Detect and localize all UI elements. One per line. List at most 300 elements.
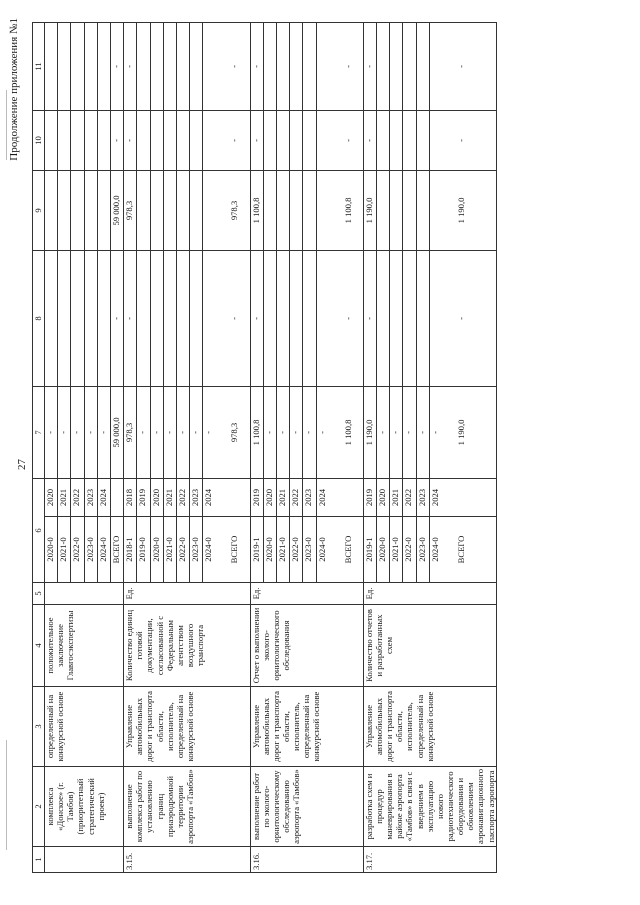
amount-col-7-line <box>190 387 203 478</box>
year-list <box>251 479 329 516</box>
amount-col-11-line <box>403 23 416 110</box>
amount-col-10-value: - <box>110 139 121 142</box>
year-value: 2022 <box>176 479 189 516</box>
amount-col-9-line <box>251 171 264 250</box>
amount-col-11-cell <box>250 22 363 110</box>
amount-col-10-value <box>190 111 203 170</box>
amount-col-11-cell <box>124 22 250 110</box>
amount-col-11-line <box>429 23 442 110</box>
year-line <box>124 479 137 516</box>
amount-col-7-line <box>290 387 303 478</box>
period-code-line <box>45 517 58 582</box>
period-code-cell <box>363 517 496 583</box>
year-line <box>84 479 97 516</box>
amount-col-8-value <box>390 251 403 386</box>
year-value: 2024 <box>429 488 440 507</box>
amount-col-9-line <box>58 171 71 250</box>
amount-col-10-value <box>263 111 276 170</box>
period-code-value: 2022-0 <box>290 517 303 582</box>
amount-col-8-list <box>45 251 123 386</box>
amount-col-11-value <box>429 23 442 110</box>
amount-col-11-total: - <box>455 65 466 68</box>
amount-col-7-total: 978,3 <box>229 422 240 443</box>
amount-col-7-value: - <box>163 387 176 478</box>
amount-col-10-line <box>377 111 390 170</box>
year-value: 2019 <box>137 479 150 516</box>
activity-unit: Ед. <box>363 583 496 605</box>
activity-number: 3.16. <box>250 847 363 873</box>
header-col-1: 1 <box>33 847 45 873</box>
amount-col-7-value: - <box>150 387 163 478</box>
amount-col-7-line <box>58 387 71 478</box>
amount-col-8-value <box>190 251 203 386</box>
period-code-cell <box>250 517 363 583</box>
amount-col-7-value: - <box>176 387 189 478</box>
amount-col-8-value <box>263 251 276 386</box>
amount-col-7-value: - <box>276 387 289 478</box>
activity-number: 3.17. <box>363 847 496 873</box>
period-code-value: 2022-0 <box>403 517 416 582</box>
amount-col-7-list <box>124 387 215 478</box>
amount-col-8-line <box>276 251 289 386</box>
amount-col-10-line <box>84 111 97 170</box>
amount-col-11-value <box>403 23 416 110</box>
amount-col-7-total: 1 100,8 <box>342 419 353 446</box>
amount-col-7-value: 59 000,0 <box>110 417 121 448</box>
amount-col-11-line <box>290 23 303 110</box>
amount-col-11-line <box>190 23 203 110</box>
period-code-line <box>190 517 203 582</box>
amount-col-8-line <box>316 251 329 386</box>
amount-col-10-value <box>163 111 176 170</box>
amount-col-10-value: - <box>364 111 377 170</box>
period-code-line <box>71 517 84 582</box>
year-value: 2022 <box>290 479 303 516</box>
amount-col-7-value: - <box>303 387 316 478</box>
amount-col-11-value <box>150 23 163 110</box>
amount-col-8-line <box>303 251 316 386</box>
amount-col-9-line <box>263 171 276 250</box>
amount-col-9-value <box>97 171 110 250</box>
amount-col-7-cell <box>363 386 496 478</box>
amount-col-9-cell <box>124 170 250 250</box>
period-code-line <box>163 517 176 582</box>
year-line <box>58 479 71 516</box>
year-value: 2023 <box>84 479 97 516</box>
amount-col-7-line <box>84 387 97 478</box>
year-value: 2019 <box>251 479 264 516</box>
amount-col-7-value: - <box>290 387 303 478</box>
amount-col-9-line <box>364 171 377 250</box>
amount-col-7-total: 1 190,0 <box>455 419 466 446</box>
amount-col-8-value <box>276 251 289 386</box>
amount-col-9-line <box>124 171 137 250</box>
year-line <box>429 479 442 516</box>
period-code-value: 2024-0 <box>429 537 440 562</box>
amount-col-11-list <box>251 23 329 110</box>
amount-col-7-line <box>403 387 416 478</box>
amount-col-11-line <box>377 23 390 110</box>
amount-col-8-value: - <box>251 251 264 386</box>
amount-col-10-value <box>203 111 216 170</box>
amount-col-8-list <box>251 251 329 386</box>
year-line <box>71 479 84 516</box>
amount-col-9-line <box>203 171 216 250</box>
amount-col-11-value: - <box>251 23 264 110</box>
header-col-3: 3 <box>33 687 45 767</box>
amount-col-9-value <box>203 171 216 250</box>
amount-col-11-value <box>203 23 216 110</box>
year-value: 2023 <box>303 479 316 516</box>
activity-executor: определенный на конкурсной основе <box>45 687 124 767</box>
year-value: 2023 <box>190 479 203 516</box>
activity-executor: Управление автомобильных дорог и транспорта области, исполнитель, определенный на конкурсной основе <box>250 687 363 767</box>
amount-col-11-line <box>276 23 289 110</box>
amount-col-8-value <box>316 251 329 386</box>
period-code-value: 2021-0 <box>390 517 403 582</box>
period-code-value: 2020-0 <box>45 517 58 582</box>
amount-col-9-line <box>190 171 203 250</box>
amount-col-10-value <box>97 111 110 170</box>
year-value <box>110 479 123 516</box>
amount-col-7-value: - <box>203 431 214 434</box>
period-code-line <box>316 517 329 582</box>
amount-col-11-list <box>124 23 215 110</box>
amount-col-7-cell <box>250 386 363 478</box>
amount-col-11-cell <box>363 22 496 110</box>
amount-col-8-line <box>251 251 264 386</box>
amount-col-9-line <box>150 171 163 250</box>
amount-col-9-line <box>416 171 429 250</box>
amount-col-8-line <box>110 251 123 386</box>
amount-col-8-value <box>429 251 442 386</box>
amount-col-8-value <box>176 251 189 386</box>
year-value: 2023 <box>416 479 429 516</box>
year-value: 2020 <box>150 479 163 516</box>
amount-col-11-line <box>251 23 264 110</box>
amount-col-8-line <box>429 251 442 386</box>
period-code-value: 2023-0 <box>416 517 429 582</box>
period-code-value: 2020-0 <box>150 517 163 582</box>
amount-col-9-value <box>276 171 289 250</box>
amount-col-10-line <box>71 111 84 170</box>
header-col-7: 7 <box>33 386 45 478</box>
amount-col-7-cell <box>124 386 250 478</box>
amount-col-10-value <box>403 111 416 170</box>
amount-col-11-line <box>390 23 403 110</box>
amount-col-7-value: 1 190,0 <box>364 387 377 478</box>
table-header-row <box>33 22 45 872</box>
amount-col-9-cell <box>250 170 363 250</box>
period-code-value: 2020-0 <box>377 517 390 582</box>
amount-col-10-list <box>124 111 215 170</box>
amount-col-9-value <box>416 171 429 250</box>
amount-col-10-value <box>150 111 163 170</box>
year-value: 2019 <box>364 479 377 516</box>
period-code-line <box>124 517 137 582</box>
activity-indicator: Количество отчетов и разработанных схем <box>363 605 496 687</box>
amount-col-10-value <box>45 111 58 170</box>
amount-col-9-value <box>163 171 176 250</box>
amount-col-11-value: - <box>124 23 137 110</box>
amount-col-9-total: 1 190,0 <box>455 197 466 224</box>
amount-col-10-line <box>290 111 303 170</box>
amount-col-8-line <box>263 251 276 386</box>
year-line <box>97 479 110 516</box>
amount-col-9-value <box>176 171 189 250</box>
amount-col-9-value: 1 190,0 <box>364 171 377 250</box>
amount-col-10-line <box>163 111 176 170</box>
continuation-title: Продолжение приложения №1 <box>8 18 20 161</box>
amount-col-10-value <box>137 111 150 170</box>
amount-col-10-total: - <box>455 139 466 142</box>
amount-col-8-line <box>150 251 163 386</box>
period-code-cell <box>124 517 250 583</box>
activity-unit <box>45 583 124 605</box>
amount-col-8-line <box>84 251 97 386</box>
amount-col-9-value <box>137 171 150 250</box>
year-line <box>290 479 303 516</box>
amount-col-10-value <box>84 111 97 170</box>
year-line <box>137 479 150 516</box>
amount-col-11-value <box>176 23 189 110</box>
activity-name: комплекса «Донское» (г. Тамбов) (приоритетный стратегический проект) <box>45 767 124 847</box>
header-col-10: 10 <box>33 110 45 170</box>
activity-name: выполнение комплекса работ по установлению границ приаэродромной территории аэропорта «Тамбов» <box>124 767 250 847</box>
period-code-line <box>303 517 316 582</box>
amount-col-11-cell <box>45 22 124 110</box>
amount-col-10-value <box>58 111 71 170</box>
period-code-value: 2019-1 <box>251 517 264 582</box>
amount-col-9-value: 59 000,0 <box>110 195 121 226</box>
amount-col-7-line <box>263 387 276 478</box>
year-line <box>316 479 329 516</box>
period-code-line <box>276 517 289 582</box>
amount-col-10-line <box>58 111 71 170</box>
amount-col-11-total: - <box>229 65 240 68</box>
table-row <box>250 22 363 872</box>
amount-col-9-value <box>303 171 316 250</box>
amount-col-8-list <box>124 251 215 386</box>
amount-col-9-line <box>97 171 110 250</box>
amount-col-10-line <box>303 111 316 170</box>
period-code-total: ВСЕГО <box>455 535 466 564</box>
amount-col-7-line <box>316 387 329 478</box>
period-code-value: 2023-0 <box>84 517 97 582</box>
amount-col-11-line <box>124 23 137 110</box>
period-code-line <box>84 517 97 582</box>
amount-col-11-line <box>176 23 189 110</box>
amount-col-11-value <box>316 23 329 110</box>
amount-col-9-value <box>263 171 276 250</box>
amount-col-8-cell <box>124 250 250 386</box>
year-value: 2024 <box>97 479 110 516</box>
period-code-line <box>137 517 150 582</box>
amount-col-9-value <box>45 171 58 250</box>
amount-col-8-line <box>137 251 150 386</box>
amount-col-9-value <box>316 171 329 250</box>
year-cell <box>250 478 363 516</box>
amount-col-8-value <box>203 251 216 386</box>
amount-col-7-value: 978,3 <box>124 387 137 478</box>
amount-col-9-line <box>84 171 97 250</box>
period-code-total: ВСЕГО <box>229 535 240 564</box>
year-line <box>203 479 216 516</box>
amount-col-8-total: - <box>455 317 466 320</box>
year-value: 2020 <box>45 479 58 516</box>
year-line <box>377 479 390 516</box>
period-code-line <box>263 517 276 582</box>
amount-col-7-line <box>364 387 377 478</box>
amount-col-8-line <box>403 251 416 386</box>
amount-col-11-line <box>150 23 163 110</box>
amount-col-8-value <box>403 251 416 386</box>
amount-col-11-value <box>263 23 276 110</box>
period-code-value: 2024-0 <box>316 537 327 562</box>
amount-col-11-line <box>263 23 276 110</box>
amount-col-10-list <box>45 111 123 170</box>
year-cell <box>363 478 496 516</box>
period-code-value: 2023-0 <box>190 517 203 582</box>
activity-indicator: Количество единиц готовой документации, согласованной с Федеральным агентством воздушного транспорта <box>124 605 250 687</box>
amount-col-11-value <box>377 23 390 110</box>
table-row <box>124 22 250 872</box>
period-code-line <box>377 517 390 582</box>
year-list <box>124 479 215 516</box>
amount-col-10-value <box>276 111 289 170</box>
period-code-value: 2024-0 <box>203 537 214 562</box>
amount-col-7-line <box>429 387 442 478</box>
amount-col-8-value <box>150 251 163 386</box>
amount-col-10-value <box>416 111 429 170</box>
year-value: 2018 <box>124 479 137 516</box>
amount-col-8-line <box>71 251 84 386</box>
period-code-line <box>390 517 403 582</box>
activity-number <box>45 847 124 873</box>
amount-col-11-line <box>163 23 176 110</box>
amount-col-9-total: 978,3 <box>229 200 240 221</box>
year-line <box>390 479 403 516</box>
amount-col-9-value <box>403 171 416 250</box>
amount-col-10-cell <box>250 110 363 170</box>
header-col-8: 8 <box>33 250 45 386</box>
amount-col-9-value <box>290 171 303 250</box>
program-activities-table <box>32 22 497 873</box>
table-row <box>363 22 496 872</box>
amount-col-9-line <box>176 171 189 250</box>
amount-col-8-line <box>377 251 390 386</box>
year-line <box>45 479 58 516</box>
amount-col-8-line <box>58 251 71 386</box>
period-code-line <box>416 517 429 582</box>
year-list <box>45 479 123 516</box>
year-total <box>442 479 466 516</box>
amount-col-7-value: - <box>390 387 403 478</box>
amount-col-9-line <box>316 171 329 250</box>
amount-col-8-line <box>45 251 58 386</box>
amount-col-9-value <box>377 171 390 250</box>
amount-col-8-cell <box>250 250 363 386</box>
page-number: 27 <box>16 459 28 470</box>
period-code-line <box>150 517 163 582</box>
amount-col-8-value: - <box>124 251 137 386</box>
amount-col-10-cell <box>124 110 250 170</box>
amount-col-10-value: - <box>124 111 137 170</box>
amount-col-11-line <box>110 23 123 110</box>
amount-col-10-total: - <box>342 139 353 142</box>
amount-col-8-line <box>390 251 403 386</box>
amount-col-10-line <box>263 111 276 170</box>
amount-col-10-list <box>251 111 329 170</box>
amount-col-8-line <box>290 251 303 386</box>
period-code-line <box>97 517 110 582</box>
amount-col-7-value: - <box>97 387 110 478</box>
amount-col-11-line <box>137 23 150 110</box>
year-line <box>110 479 123 516</box>
amount-col-7-value: - <box>71 387 84 478</box>
amount-col-7-line <box>276 387 289 478</box>
amount-col-8-value <box>303 251 316 386</box>
period-code-list <box>124 517 215 582</box>
amount-col-10-value <box>429 111 442 170</box>
year-line <box>176 479 189 516</box>
amount-col-7-list <box>45 387 123 478</box>
amount-col-8-value <box>97 251 110 386</box>
amount-col-9-line <box>137 171 150 250</box>
amount-col-10-line <box>416 111 429 170</box>
table-row <box>45 22 124 872</box>
amount-col-9-line <box>71 171 84 250</box>
amount-col-8-value <box>71 251 84 386</box>
amount-col-11-line <box>58 23 71 110</box>
amount-col-8-value <box>45 251 58 386</box>
period-code-value: 2021-0 <box>58 517 71 582</box>
amount-col-7-value: - <box>429 431 440 434</box>
header-col-2: 2 <box>33 767 45 847</box>
amount-col-11-value <box>163 23 176 110</box>
amount-col-9-value <box>390 171 403 250</box>
amount-col-11-value <box>276 23 289 110</box>
amount-col-7-list <box>251 387 329 478</box>
amount-col-8-line <box>203 251 216 386</box>
amount-col-9-cell <box>363 170 496 250</box>
amount-col-10-line <box>124 111 137 170</box>
year-value: 2022 <box>71 479 84 516</box>
amount-col-9-value: 1 100,8 <box>251 171 264 250</box>
year-total <box>329 479 353 516</box>
amount-col-8-line <box>416 251 429 386</box>
amount-col-8-total: - <box>342 317 353 320</box>
amount-col-7-line <box>97 387 110 478</box>
amount-col-8-line <box>124 251 137 386</box>
amount-col-9-line <box>377 171 390 250</box>
amount-col-10-line <box>364 111 377 170</box>
year-line <box>276 479 289 516</box>
activity-executor: Управление автомобильных дорог и транспорта области, исполнитель, определенный на конкурсной основе <box>363 687 496 767</box>
amount-col-11-line <box>316 23 329 110</box>
amount-col-8-value <box>84 251 97 386</box>
year-value: 2020 <box>377 479 390 516</box>
amount-col-11-value <box>190 23 203 110</box>
amount-col-7-line <box>303 387 316 478</box>
amount-col-10-value <box>176 111 189 170</box>
amount-col-11-value <box>390 23 403 110</box>
amount-col-11-line <box>84 23 97 110</box>
amount-col-8-line <box>176 251 189 386</box>
period-code-line <box>290 517 303 582</box>
amount-col-11-line <box>416 23 429 110</box>
amount-col-7-line <box>163 387 176 478</box>
